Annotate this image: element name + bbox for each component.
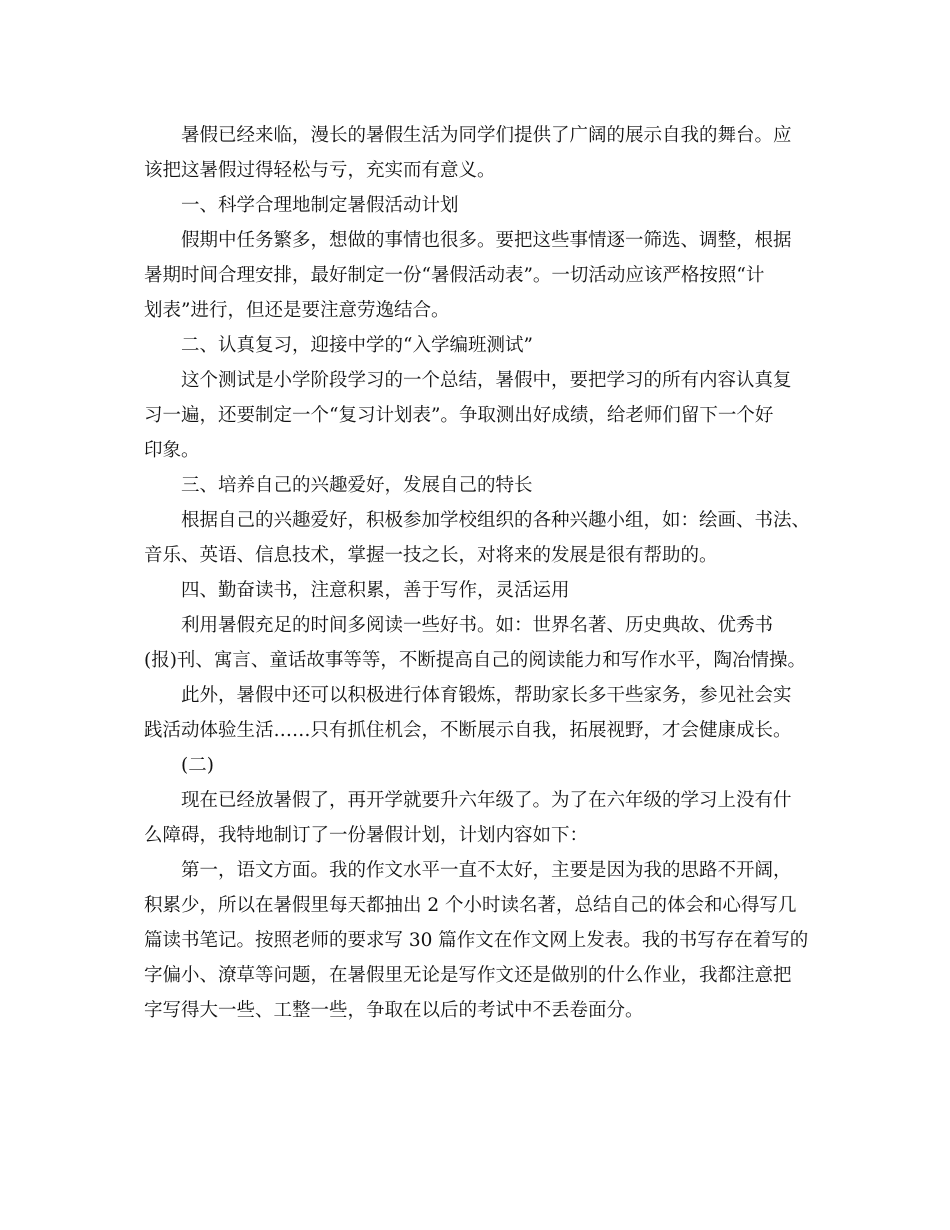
text-line: 字写得大一些、工整一些，争取在以后的考试中不丢卷面分。 [144,1000,644,1021]
text-line: 该把这暑假过得轻松与亏，充实而有意义。 [144,160,496,181]
text-line: 第一，语文方面。我的作文水平一直不太好，主要是因为我的思路不开阔， [181,860,792,881]
text-line: 音乐、英语、信息技术，掌握一技之长，对将来的发展是很有帮助的。 [144,545,718,566]
paragraph-plan-activities [144,223,814,328]
text-line: 根据自己的兴趣爱好，积极参加学校组织的各种兴趣小组，如：绘画、书法、 [181,510,811,531]
paragraph-other-activities [144,678,814,748]
paragraph-intro [144,118,814,188]
document-body [144,118,814,1028]
text-line: 这个测试是小学阶段学习的一个总结，暑假中，要把学习的所有内容认真复 [181,370,792,391]
section-number: (二) [181,755,214,776]
text-line: 印象。 [144,440,200,461]
text-line: 么障碍，我特地制订了一份暑假计划，计划内容如下： [144,825,589,846]
heading-reading [144,573,814,608]
text-line: 划表”进行，但还是要注意劳逸结合。 [144,300,450,321]
section-heading: 三、培养自己的兴趣爱好，发展自己的特长 [181,475,533,496]
heading-interests [144,468,814,503]
paragraph-summer-plan [144,783,814,853]
text-line: 习一遍，还要制定一个“复习计划表”。争取测出好成绩，给老师们留下一个好 [144,405,774,426]
paragraph-chinese [144,853,814,1028]
paragraph-review [144,363,814,468]
heading-plan-activities [144,188,814,223]
text-line: 暑假已经来临，漫长的暑假生活为同学们提供了广阔的展示自我的舞台。应 [181,125,792,146]
text-line: 此外，暑假中还可以积极进行体育锻炼，帮助家长多干些家务，参见社会实 [181,685,792,706]
section-heading: 四、勤奋读书，注意积累，善于写作，灵活运用 [181,580,570,601]
text-line: 现在已经放暑假了，再开学就要升六年级了。为了在六年级的学习上没有什 [181,790,792,811]
text-line: 字偏小、潦草等问题，在暑假里无论是写作文还是做别的什么作业，我都注意把 [144,965,792,986]
text-line: (报)刊、寓言、童话故事等等，不断提高自己的阅读能力和写作水平，陶冶情操。 [144,650,806,671]
paragraph-reading [144,608,814,678]
heading-review [144,328,814,363]
text-line: 积累少，所以在暑假里每天都抽出 2 个小时读名著，总结自己的体会和心得写几 [144,895,797,916]
text-line: 暑期时间合理安排，最好制定一份“暑假活动表”。一切活动应该严格按照“计 [144,265,765,286]
section-marker [144,748,814,783]
text-line: 利用暑假充足的时间多阅读一些好书。如：世界名著、历史典故、优秀书 [181,615,774,636]
section-heading: 一、科学合理地制定暑假活动计划 [181,195,459,216]
section-heading: 二、认真复习，迎接中学的“入学编班测试” [181,335,533,356]
text-line: 践活动体验生活……只有抓住机会，不断展示自我，拓展视野，才会健康成长。 [144,720,792,741]
text-line: 假期中任务繁多，想做的事情也很多。要把这些事情逐一筛选、调整，根据 [181,230,792,251]
text-line: 篇读书笔记。按照老师的要求写 30 篇作文在作文网上发表。我的书写存在着写的 [144,930,809,951]
paragraph-interests [144,503,814,573]
